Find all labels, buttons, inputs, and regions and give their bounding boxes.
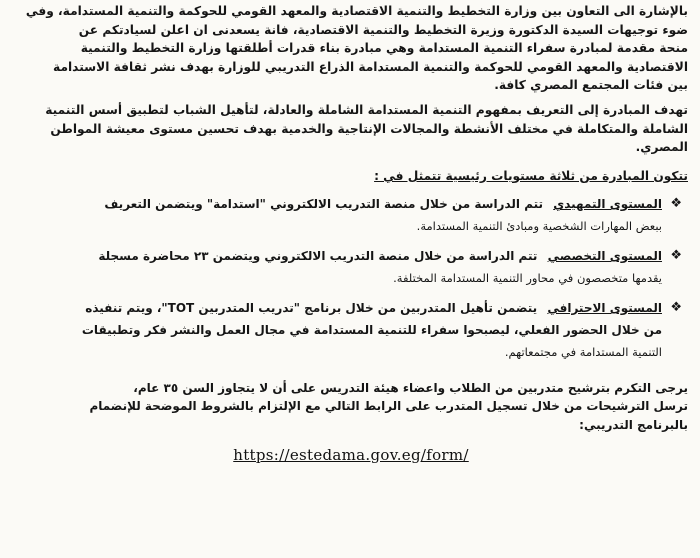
level-description: يقدمها متخصصون في محاور التنمية المستدامة المختلفة.	[393, 270, 662, 285]
level-item	[14, 193, 688, 237]
intro-line: بين فئات المجتمع المصري كافة.	[494, 78, 688, 93]
intro-paragraph	[14, 2, 688, 95]
aim-paragraph	[14, 101, 688, 157]
level-description: ببعض المهارات الشخصية ومبادئ التنمية المستدامة.	[416, 218, 662, 233]
levels-list	[14, 193, 688, 363]
aim-line: تهدف المبادرة إلى التعريف بمفهوم التنمية المستدامة الشاملة والعادلة، لتأهيل الشباب لتطبيق أسس التنمية	[45, 102, 688, 117]
closing-line: يرجى التكرم بترشيح متدربين من الطلاب واعضاء هيئة التدريس على أن لا يتجاوز السن ٣٥ عام،	[133, 380, 688, 395]
level-description: تتم الدراسة من خلال منصة التدريب الالكتروني ويتضمن ٢٣ محاضرة مسجلة	[98, 248, 538, 263]
closing-paragraph	[14, 379, 688, 435]
level-description: يتضمن تأهيل المتدربين من خلال برنامج "تدريب المتدربين TOT"، ويتم تنفيذه	[85, 300, 538, 315]
diamond-bullet-icon: ❖	[670, 195, 682, 211]
intro-line: بالإشارة الى التعاون بين وزارة التخطيط والتنمية الاقتصادية والمعهد القومي للحوكمة والتنمية المستدامة، وفي	[25, 4, 688, 18]
level-item	[14, 245, 688, 289]
level-description: تتم الدراسة من خلال منصة التدريب الالكتروني "استدامة" ويتضمن التعريف	[104, 196, 544, 211]
closing-line: ترسل الترشيحات من خلال تسجيل المتدرب على الرابط التالي مع الإلتزام بالشروط الموضحة للإنضمام	[89, 399, 688, 414]
level-description: التنمية المستدامة في مجتمعاتهم.	[504, 344, 662, 359]
level-name: المستوى التمهيدي	[553, 196, 662, 211]
diamond-bullet-icon: ❖	[670, 299, 682, 315]
level-name: المستوى التخصصي	[547, 248, 662, 263]
level-description: من خلال الحضور الفعلي، ليصبحوا سفراء للتنمية المستدامة في مجال العمل والنشر فكر وتطبيقات	[81, 322, 662, 337]
closing-line: بالبرنامج التدريبي:	[579, 417, 688, 432]
registration-link[interactable]: https://estedama.gov.eg/form/	[233, 445, 469, 464]
link-row	[14, 445, 688, 464]
level-item	[14, 297, 688, 363]
level-name: المستوى الاحترافي	[547, 300, 662, 315]
aim-line: الشاملة والمتكاملة في مختلف الأنشطة والمجالات الإنتاجية والخدمية بهدف تحسين مستوى معيشة المواطن	[50, 121, 688, 136]
intro-line: ضوء توجيهات السيدة الدكتورة وزيرة التخطيط والتنمية الاقتصادية، فانة يسعدنى ان اعلن لسيادتكم عن	[78, 22, 688, 37]
intro-line: الاقتصادية والمعهد القومي للحوكمة والتنمية المستدامة الذراع التدريبي للوزارة بهدف نشر ثقافة الاستدامة	[53, 59, 688, 74]
diamond-bullet-icon: ❖	[670, 247, 682, 263]
levels-heading: تتكون المبادرة من ثلاثة مستويات رئيسية تتمثل في :	[374, 168, 688, 183]
intro-line: منحة مقدمة لمبادرة سفراء التنمية المستدامة وهي مبادرة بناء قدرات أطلقتها وزارة التخطيط والتنمية	[80, 41, 688, 56]
aim-line: المصري.	[635, 140, 688, 155]
